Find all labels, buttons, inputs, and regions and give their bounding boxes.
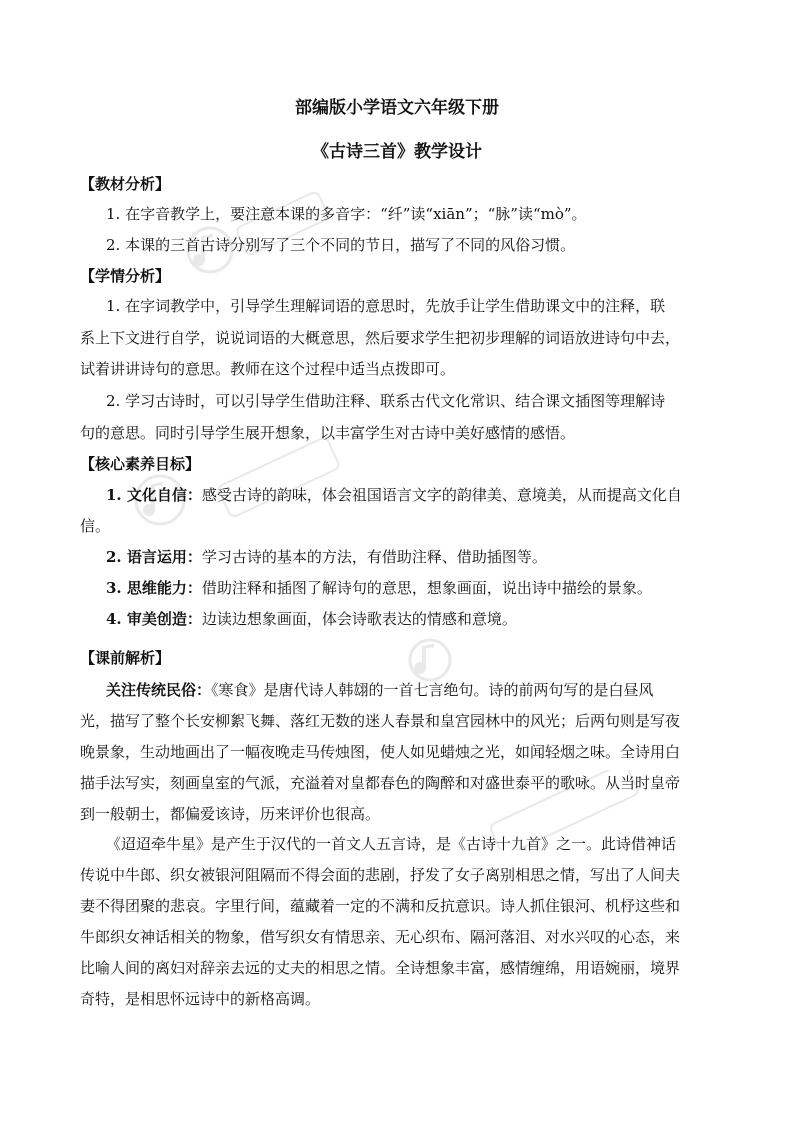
section-heading: 【教材分析】 — [80, 175, 171, 193]
paragraph-line: 描手法写实，刻画皇室的气派，充溢着对皇都春色的陶醉和对盛世泰平的歌咏。从当时皇帝 — [80, 774, 681, 792]
goal-item — [106, 609, 517, 629]
paragraph-line: 系上下文进行自学，说说词语的大概意思，然后要求学生把初步理解的词语放进诗句中去， — [80, 329, 681, 347]
paragraph-line: 妻不得团聚的悲哀。字里行间，蕴藏着一定的不满和反抗意识。诗人抓住银河、机杼这些和 — [80, 897, 681, 915]
paragraph-label: 关注传统民俗： — [106, 681, 212, 699]
paragraph-line — [106, 680, 654, 700]
goal-label: 4. 审美创造： — [106, 610, 202, 628]
goal-label: 3. 思维能力： — [106, 579, 202, 597]
goal-text: 借助注释和插图了解诗句的意思，想象画面，说出诗中描绘的景象。 — [201, 579, 652, 597]
paragraph-line: 信。 — [80, 517, 111, 535]
goal-text: 感受古诗的韵味，体会祖国语言文字的韵律美、意境美，从而提高文化自 — [201, 486, 682, 504]
paragraph-line: 1. 在字词教学中，引导学生理解词语的意思时，先放手让学生借助课文中的注释，联 — [106, 297, 666, 315]
lesson-title: 《古诗三首》教学设计 — [312, 142, 482, 162]
goal-item — [106, 547, 547, 567]
paragraph-line: 《迢迢牵牛星》是产生于汉代的一首文人五言诗，是《古诗十九首》之一。此诗借神话 — [106, 835, 677, 853]
paragraph-line: 试着讲讲诗句的意思。教师在这个过程中适当点拨即可。 — [80, 360, 456, 378]
goal-text: 学习古诗的基本的方法，有借助注释、借助插图等。 — [201, 548, 547, 566]
paragraph-line: 牛郎织女神话相关的物象，借写织女有情思亲、无心织布、隔河落泪、对水兴叹的心态，来 — [80, 928, 681, 946]
goal-text: 边读边想象画面，体会诗歌表达的情感和意境。 — [201, 610, 517, 628]
paragraph-line: 句的意思。同时引导学生展开想象，以丰富学生对古诗中美好感情的感悟。 — [80, 424, 576, 442]
paragraph-line: 奇特，是相思怀远诗中的新格高调。 — [80, 990, 321, 1008]
paragraph-text: 《寒食》是唐代诗人韩翃的一首七言绝句。诗的前两句写的是白昼风 — [211, 681, 654, 699]
paragraph-line: 2. 本课的三首古诗分别写了三个不同的节日，描写了不同的风俗习惯。 — [106, 236, 576, 254]
paragraph-line: 到一般朝士，都偏爱该诗，历来评价也很高。 — [80, 805, 381, 823]
section-heading: 【课前解析】 — [80, 649, 171, 667]
paragraph-line: 晚景象，生动地画出了一幅夜晚走马传烛图，使人如见蜡烛之光，如闻轻烟之味。全诗用白 — [80, 743, 681, 761]
paragraph-line: 2. 学习古诗时，可以引导学生借助注释、联系古代文化常识、结合课文插图等理解诗 — [106, 392, 666, 410]
paragraph-line: 比喻人间的离妇对辞亲去远的丈夫的相思之情。全诗想象丰富，感情缠绵，用语婉丽，境界 — [80, 959, 681, 977]
document-title: 部编版小学语文六年级下册 — [295, 98, 499, 118]
goal-label: 1. 文化自信： — [106, 486, 202, 504]
goal-item — [106, 485, 682, 505]
goal-label: 2. 语言运用： — [106, 548, 202, 566]
paragraph-line: 1. 在字音教学上，要注意本课的多音字：“纤”读“xiān”；“脉”读“mò”。 — [106, 205, 587, 223]
section-heading: 【学情分析】 — [80, 267, 171, 285]
goal-item — [106, 578, 652, 598]
paragraph-line: 光，描写了整个长安柳絮飞舞、落红无数的迷人春景和皇宫园林中的风光；后两句则是写夜 — [80, 712, 681, 730]
paragraph-line: 传说中牛郎、织女被银河阻隔而不得会面的悲剧，抒发了女子离别相思之情，写出了人间夫 — [80, 866, 681, 884]
section-heading: 【核心素养目标】 — [80, 455, 201, 473]
